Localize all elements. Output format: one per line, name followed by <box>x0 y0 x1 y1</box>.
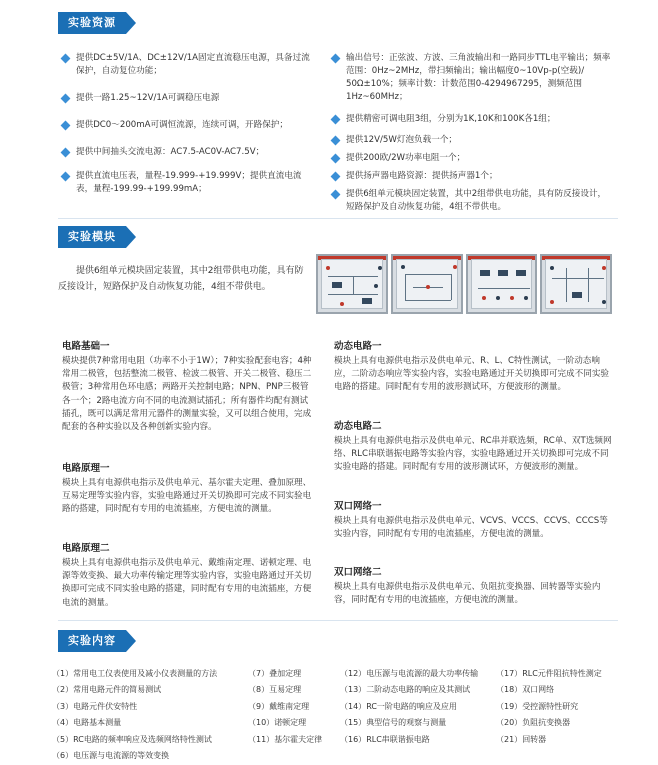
module-block <box>62 462 312 517</box>
module-description: 模块上具有电源供电指示及供电单元、R、L、C特性测试，一阶动态响应，二阶动态响应等实验内容，实验电路通过开关切换即可完成不同实验电路的搭建。同时配有专用的波形测试环，方便波形的测量。 <box>334 355 610 393</box>
module-description: 模块提供7种常用电阻（功率不小于1W）；7种实验配套电容；4种常用二极管，包括整流二极管、检波二极管、开关二极管、稳压二极管；3种常用色环电感；两路开关控制电路；NPN、PNP三极管各一个；2路电流方向不同的电流测试插孔；所有器件均配有测试插孔，既可以满足常用元器件的测量实验，又可以组合使用，完成配套的各种实验以及各种创新实验内容。 <box>62 355 312 433</box>
module-title: 动态电路一 <box>334 341 382 352</box>
section-divider <box>58 620 618 621</box>
list-item: （19）受控源特性研究 <box>496 701 579 711</box>
module-description: 模块上具有电源供电指示及供电单元、负阻抗变换器、回转器等实验内容，同时配有专用的电流插座，方便电流的测量。 <box>334 581 601 606</box>
diamond-bullet-icon <box>61 120 71 130</box>
module-block <box>334 420 612 475</box>
module-description: 模块上具有电源供电指示及供电单元、戴维南定理、诺顿定理、电源等效变换、最大功率传输定理等实验内容，实验电路通过开关切换即可完成不同实验电路的搭建，同时配有专用的电流插座，方便电流的测量。 <box>62 557 312 608</box>
contents-column-4 <box>496 666 602 748</box>
list-item: （9）戴维南定理 <box>248 701 310 711</box>
list-item: 提供扬声器电路资源：提供扬声器1个； <box>332 170 612 183</box>
list-item: （20）负阻抗变换器 <box>496 718 571 728</box>
module-description: 模块上具有电源供电指示及供电单元、VCVS、VCCS、CCVS、CCCS等实验内容，同时配有专用的电流插座，方便电流的测量。 <box>334 515 608 540</box>
list-item: （18）双口网络 <box>496 685 555 695</box>
list-item: 提供DC0～200mA可调恒流源，连续可调，开路保护； <box>62 119 312 132</box>
section-title-modules: 实验模块 <box>58 226 126 248</box>
module-title: 动态电路二 <box>334 421 382 432</box>
list-item: 输出信号：正弦波、方波、三角波输出和一路同步TTL电平输出；频率范围：0Hz~2MHz，带扫频输出；输出幅度0~10Vp-p(空载)/ 50Ω±10%；频率计数：计数范围0-4294967295，测频范围1Hz~60MHz； <box>332 52 612 104</box>
module-panel-image <box>540 254 612 314</box>
diamond-bullet-icon <box>331 54 341 64</box>
diamond-bullet-icon <box>331 172 341 182</box>
module-block <box>62 542 312 610</box>
list-item: 提供200欧/2W功率电阻一个； <box>332 152 612 165</box>
list-item: （14）RC一阶电路的响应及应用 <box>340 701 457 711</box>
module-title: 电路原理二 <box>62 543 110 554</box>
list-item: 提供精密可调电阻3组，分别为1K,10K和100K各1组； <box>332 113 612 126</box>
diamond-bullet-icon <box>331 190 341 200</box>
list-item: 提供一路1.25~12V/1A可调稳压电源 <box>62 92 312 105</box>
contents-column-2 <box>248 666 322 748</box>
list-item: （7）叠加定理 <box>248 669 302 678</box>
list-item: 提供6组单元模块固定装置，其中2组带供电功能，具有防反接设计，短路保护及自动恢复功能，4组不带供电。 <box>332 188 612 214</box>
list-item: （1）常用电工仪表使用及减小仪表测量的方法 <box>52 669 218 678</box>
module-title: 电路原理一 <box>62 463 110 474</box>
module-panel-image <box>466 254 538 314</box>
module-description: 模块上具有电源供电指示及供电单元、基尔霍夫定理、叠加原理、互易定理等实验内容，实验电路通过开关切换即可完成不同实验电路的搭建，同时配有专用的电流插座，方便电流的测量。 <box>62 477 312 515</box>
module-photos <box>316 254 612 314</box>
list-item: 提供12V/5W灯泡负载一个； <box>332 134 612 147</box>
list-item: （10）诺顿定理 <box>248 718 307 728</box>
list-item: （2）常用电路元件的简易测试 <box>52 685 162 695</box>
module-block <box>62 340 312 435</box>
list-item: （8）互易定理 <box>248 685 302 695</box>
diamond-bullet-icon <box>61 93 71 103</box>
section-divider <box>58 218 618 219</box>
modules-intro: 提供6组单元模块固定装置，其中2组带供电功能，具有防反接设计，短路保护及自动恢复功能，4组不带供电。 <box>58 266 304 292</box>
list-item: （12）电压源与电流源的最大功率传输 <box>340 669 479 678</box>
list-item: （4）电路基本测量 <box>52 718 122 728</box>
diamond-bullet-icon <box>331 136 341 146</box>
section-title-resources: 实验资源 <box>58 12 126 34</box>
list-item: （5）RC电路的频率响应及选频网络特性测试 <box>52 734 212 744</box>
module-title: 双口网络二 <box>334 567 382 578</box>
list-item: （16）RLC串联谐振电路 <box>340 734 430 744</box>
module-description: 模块上具有电源供电指示及供电单元、RC串并联选频，RC单、双T选频网络、RLC串联谐振电路等实验内容，实验电路通过开关切换即可完成不同实验电路的搭建。同时配有专用的波形测试环，方便波形的测量。 <box>334 435 612 473</box>
list-item: （3）电路元件伏安特性 <box>52 701 138 711</box>
module-panel-image <box>391 254 463 314</box>
diamond-bullet-icon <box>61 54 71 64</box>
section-title-contents: 实验内容 <box>58 630 126 652</box>
diamond-bullet-icon <box>331 114 341 124</box>
contents-column-3 <box>340 666 478 748</box>
list-item: （11）基尔霍夫定律 <box>248 734 323 744</box>
list-item: （6）电压源与电流源的等效变换 <box>52 751 170 761</box>
list-item: 提供中间抽头交流电源：AC7.5-AC0V-AC7.5V； <box>62 146 312 159</box>
module-panel-image <box>316 254 388 314</box>
module-block <box>334 566 612 607</box>
list-item: （17）RLC元件阻抗特性测定 <box>496 669 602 678</box>
module-block <box>334 500 612 541</box>
list-item: （15）典型信号的观察与测量 <box>340 718 447 728</box>
list-item: （21）回转器 <box>496 734 547 744</box>
module-title: 双口网络一 <box>334 501 382 512</box>
list-item: 提供DC±5V/1A、DC±12V/1A固定直流稳压电源，具备过流保护，自动复位功能； <box>62 52 312 78</box>
module-title: 电路基础一 <box>62 341 110 352</box>
module-block <box>334 340 612 395</box>
resources-right-list <box>332 52 612 223</box>
resources-left-list <box>62 52 312 205</box>
list-item: （13）二阶动态电路的响应及其测试 <box>340 685 471 695</box>
diamond-bullet-icon <box>61 172 71 182</box>
diamond-bullet-icon <box>331 154 341 164</box>
diamond-bullet-icon <box>61 147 71 157</box>
contents-column-1 <box>52 666 217 764</box>
list-item: 提供直流电压表，量程-19.999-+19.999V；提供直流电流表，量程-199.99-+199.99mA； <box>62 170 312 196</box>
